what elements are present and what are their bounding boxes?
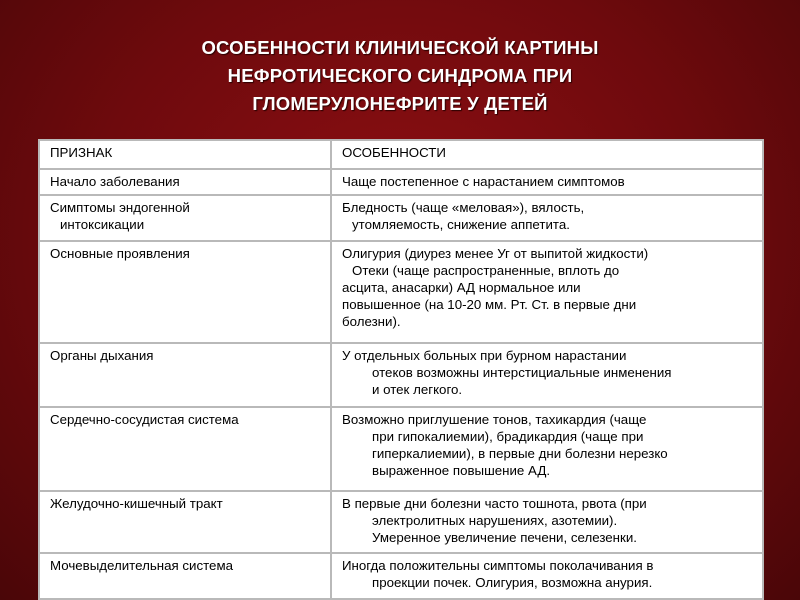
cell-line: Начало заболевания — [50, 174, 180, 189]
slide-title — [100, 34, 700, 118]
features-table — [38, 139, 764, 600]
table-row — [39, 491, 763, 553]
table-row — [39, 195, 763, 241]
cell-line: Сердечно-сосудистая система — [50, 412, 239, 427]
cell-line: Мочевыделительная система — [50, 558, 233, 573]
cell-line: Олигурия (диурез менее Уг от выпитой жидкости) — [342, 246, 649, 261]
cell-sign — [39, 169, 331, 195]
cell-line: Возможно приглушение тонов, тахикардия (чаще — [342, 412, 647, 427]
cell-line: Симптомы эндогенной — [50, 200, 190, 215]
cell-line: Бледность (чаще «меловая»), вялость, — [342, 200, 585, 215]
table-row — [39, 169, 763, 195]
cell-feature — [331, 343, 763, 407]
table-row — [39, 407, 763, 491]
table-row — [39, 343, 763, 407]
cell-line: проекции почек. Олигурия, возможна анурия. — [372, 575, 653, 590]
cell-line: Чаще постепенное с нарастанием симптомов — [342, 174, 625, 189]
cell-line: электролитных нарушениях, азотемии). — [372, 513, 618, 528]
cell-sign — [39, 491, 331, 553]
cell-line: Умеренное увеличение печени, селезенки. — [372, 530, 637, 545]
cell-line: асцита, анасарки) АД нормальное или — [342, 280, 581, 295]
table-row — [39, 553, 763, 599]
cell-line: Желудочно-кишечный тракт — [50, 496, 223, 511]
cell-line: Иногда положительны симптомы поколачивания в — [342, 558, 654, 573]
table-header-row — [39, 140, 763, 169]
cell-sign — [39, 195, 331, 241]
title-line-2: НЕФРОТИЧЕСКОГО СИНДРОМА ПРИ — [227, 65, 573, 86]
cell-line: при гипокалиемии), брадикардия (чаще при — [372, 429, 644, 444]
cell-line: болезни). — [342, 314, 401, 329]
cell-line: Основные проявления — [50, 246, 190, 261]
cell-line: гиперкалиемии), в первые дни болезни нерезко — [372, 446, 668, 461]
cell-feature — [331, 195, 763, 241]
cell-feature — [331, 553, 763, 599]
cell-line: У отдельных больных при бурном нарастании — [342, 348, 627, 363]
cell-line: и отек легкого. — [372, 382, 463, 397]
header-features: ОСОБЕННОСТИ — [331, 140, 763, 169]
cell-line: Органы дыхания — [50, 348, 154, 363]
cell-sign — [39, 553, 331, 599]
cell-feature — [331, 241, 763, 343]
cell-feature — [331, 407, 763, 491]
cell-feature — [331, 491, 763, 553]
table-row — [39, 241, 763, 343]
cell-line: интоксикации — [60, 217, 145, 232]
title-line-3: ГЛОМЕРУЛОНЕФРИТЕ У ДЕТЕЙ — [252, 93, 548, 114]
cell-line: утомляемость, снижение аппетита. — [352, 217, 570, 232]
cell-line: В первые дни болезни часто тошнота, рвота (при — [342, 496, 647, 511]
cell-line: Отеки (чаще распространенные, вплоть до — [352, 263, 620, 278]
cell-feature — [331, 169, 763, 195]
cell-line: отеков возможны интерстициальные инменения — [372, 365, 672, 380]
cell-line: выраженное повышение АД. — [372, 463, 551, 478]
title-line-1: ОСОБЕННОСТИ КЛИНИЧЕСКОЙ КАРТИНЫ — [201, 37, 599, 58]
cell-sign — [39, 343, 331, 407]
cell-sign — [39, 407, 331, 491]
cell-sign — [39, 241, 331, 343]
cell-line: повышенное (на 10-20 мм. Рт. Ст. в первые дни — [342, 297, 637, 312]
header-sign: ПРИЗНАК — [39, 140, 331, 169]
